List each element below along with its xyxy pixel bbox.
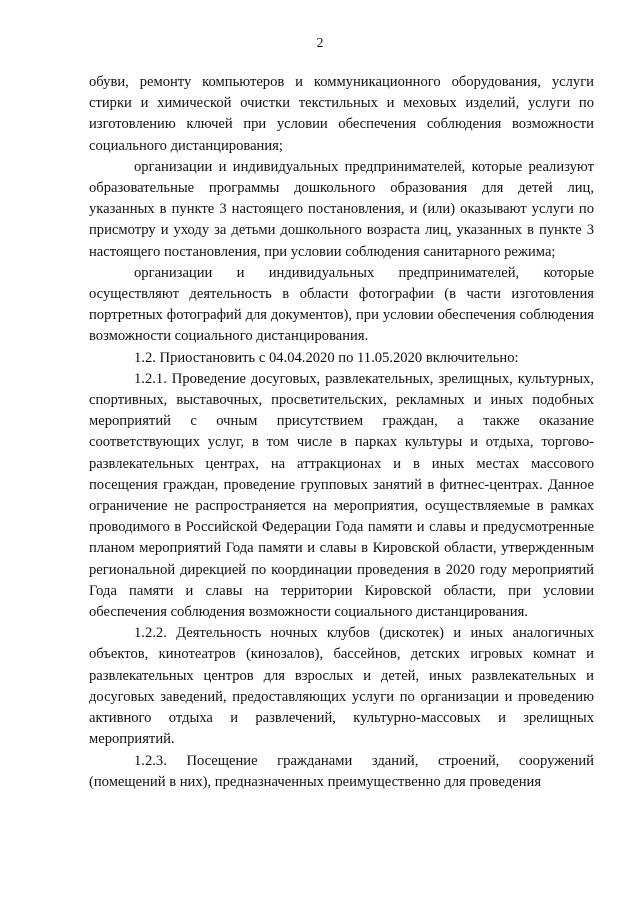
paragraph-services-continuation: обуви, ремонту компьютеров и коммуникационного оборудования, услуги стирки и химической очистки текстильных и меховых изделий, услуги по изготовлению ключей при условии обеспечения соблюдения возможности социального дистанцирования;: [89, 74, 594, 154]
paragraph-1-2-1-events: 1.2.1. Проведение досуговых, развлекательных, зрелищных, культурных, спортивных, выставочных, просветительских, рекламных и иных подобных мероприятий с очным присутствием граждан, а также оказание соответствующих услуг, в том числе в парках культуры и отдыха, торгово-развлекательных центрах, на аттракционах и в иных местах массового посещения граждан, проведение групповых занятий в фитнес-центрах. Данное ограничение не распространяется на мероприятия, осуществляемые в рамках проводимого в Российской Федерации Года памяти и славы и предусмотренные планом мероприятий Года памяти и славы в Кировской области, утвержденным региональной дирекцией по координации проведения в 2020 году мероприятий Года памяти и славы на территории Кировской области, при условии обеспечения соблюдения возможности социального дистанцирования.: [89, 370, 594, 621]
document-body: [89, 72, 594, 793]
paragraph-1-2-2-night-clubs: 1.2.2. Деятельность ночных клубов (дискотек) и иных аналогичных объектов, кинотеатров (кинозалов), бассейнов, детских игровых комнат и развлекательных центров для взрослых и детей, иных развлекательных и досуговых заведений, предоставляющих услуги по организации и проведению активного отдыха и развлечений, культурно-массовых и зрелищных мероприятий.: [89, 625, 594, 748]
paragraph-1-2-suspend: 1.2. Приостановить с 04.04.2020 по 11.05.2020 включительно:: [134, 349, 519, 366]
paragraph-1-2-3-visits: 1.2.3. Посещение гражданами зданий, строений, сооружений (помещений в них), предназначенных преимущественно для проведения: [89, 752, 594, 790]
page-number: 2: [316, 36, 324, 51]
paragraph-preschool-organizations: организации и индивидуальных предпринимателей, которые реализуют образовательные программы дошкольного образования для детей лиц, указанных в пункте 3 настоящего постановления, и (или) оказывают услуги по присмотру и уходу за детьми дошкольного возраста лиц, указанных в пункте 3 настоящего постановления, при условии соблюдения санитарного режима;: [89, 158, 594, 260]
paragraph-photography-organizations: организации и индивидуальных предпринимателей, которые осуществляют деятельность в области фотографии (в части изготовления портретных фотографий для документов), при условии обеспечения соблюдения возможности социального дистанцирования.: [89, 264, 594, 345]
